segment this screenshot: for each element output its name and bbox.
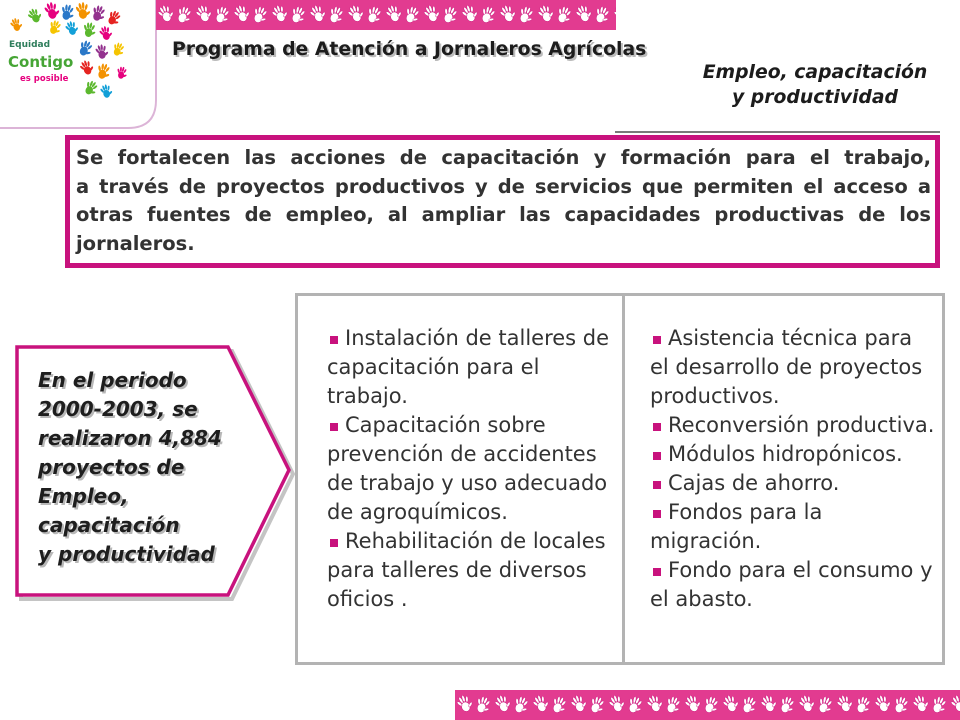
list-item-line: productivos. <box>650 384 780 408</box>
hand-print-icon <box>105 8 123 27</box>
list-item-line <box>327 324 609 353</box>
square-bullet-icon <box>653 423 661 431</box>
list-item-line: el abasto. <box>650 587 753 611</box>
hand-print-icon <box>59 3 76 21</box>
hand-print-icon <box>75 1 92 20</box>
hand-print-icon <box>94 43 110 60</box>
list-item-line <box>650 411 934 440</box>
summary-line: realizaron 4,884 <box>38 426 222 450</box>
list-item-text: Reconversión productiva. <box>668 413 935 437</box>
list-item-line: migración. <box>650 529 762 553</box>
logo <box>0 0 160 132</box>
summary-line: En el periodo <box>38 368 187 392</box>
top-hand-banner <box>156 0 616 30</box>
hand-print-icon <box>76 38 95 58</box>
list-item-line: el desarrollo de proyectos <box>650 355 923 379</box>
list-item <box>650 411 934 440</box>
top-rule <box>615 131 940 133</box>
column-divider <box>622 293 625 665</box>
summary-line: proyectos de <box>38 455 185 479</box>
list-item-line: prevención de accidentes <box>327 442 597 466</box>
logo-word-es-posible: es posible <box>20 74 69 84</box>
list-item-line <box>650 469 934 498</box>
list-item-line: para talleres de diversos <box>327 558 587 582</box>
summary-line: Empleo, <box>38 484 129 508</box>
hand-print-icon <box>43 0 62 20</box>
square-bullet-icon <box>653 452 661 460</box>
list-item-text: Instalación de talleres de <box>345 326 610 350</box>
list-item-text: Rehabilitación de locales <box>345 529 606 553</box>
list-item-line: oficios . <box>327 587 408 611</box>
list-item <box>650 498 934 556</box>
summary-line: capacitación <box>38 513 180 537</box>
list-item-text: Fondos para la <box>668 500 823 524</box>
hand-print-icon <box>111 41 127 58</box>
hand-print-pattern <box>156 0 616 30</box>
hand-print-pattern <box>455 690 960 720</box>
list-item <box>327 411 609 527</box>
hand-print-icon <box>82 21 97 38</box>
intro-line: jornaleros. <box>76 231 195 255</box>
list-item <box>327 324 609 411</box>
list-item-line: de trabajo y uso adecuado <box>327 471 608 495</box>
hand-print-icon <box>95 62 112 81</box>
list-item <box>650 469 934 498</box>
list-item-text: Capacitación sobre <box>345 413 546 437</box>
list-item-text: Asistencia técnica para <box>668 326 913 350</box>
list-item-text: Fondo para el consumo y <box>668 558 933 582</box>
intro-line: a través de proyectos productivos y de servicios que permiten el acceso a <box>76 174 931 198</box>
list-item-line: de agroquímicos. <box>327 500 508 524</box>
hand-print-icon <box>98 24 114 41</box>
hand-print-icon <box>116 66 129 80</box>
summary-line: 2000-2003, se <box>38 397 198 421</box>
list-item-text: Módulos hidropónicos. <box>668 442 903 466</box>
list-item-line: capacitación para el <box>327 355 540 379</box>
intro-box <box>65 135 940 268</box>
hand-print-icon <box>82 78 100 97</box>
right-action-list <box>650 324 934 614</box>
hand-print-icon <box>90 4 108 23</box>
section-title <box>700 60 930 110</box>
list-item-line <box>650 498 934 527</box>
intro-line: Se fortalecen las acciones de capacitación y formación para el trabajo, <box>76 146 931 169</box>
list-item <box>650 324 934 411</box>
square-bullet-icon <box>653 568 661 576</box>
list-item-line <box>327 411 609 440</box>
hand-print-icon <box>64 19 80 36</box>
square-bullet-icon <box>330 539 338 547</box>
summary-text <box>38 366 222 569</box>
summary-line: y productividad <box>38 542 215 566</box>
hand-print-icon <box>78 58 96 77</box>
bottom-hand-banner <box>455 690 960 720</box>
list-item-line: trabajo. <box>327 384 408 408</box>
intro-line: otras fuentes de empleo, al ampliar las capacidades productivas de los <box>76 203 931 226</box>
program-title: Programa de Atención a Jornaleros Agrícolas <box>172 39 647 60</box>
square-bullet-icon <box>330 423 338 431</box>
list-item-line <box>650 556 934 585</box>
list-item <box>327 527 609 614</box>
square-bullet-icon <box>653 510 661 518</box>
list-item-line <box>650 324 934 353</box>
list-item-line <box>650 440 934 469</box>
square-bullet-icon <box>330 336 338 344</box>
list-item-line <box>327 527 609 556</box>
section-title-line: Empleo, capacitación <box>702 62 928 83</box>
left-action-list <box>327 324 609 614</box>
square-bullet-icon <box>653 481 661 489</box>
list-item <box>650 556 934 614</box>
square-bullet-icon <box>653 336 661 344</box>
logo-word-equidad: Equidad <box>9 40 51 50</box>
hand-print-icon <box>99 83 114 99</box>
logo-word-contigo: Contigo <box>8 53 74 71</box>
list-item <box>650 440 934 469</box>
hand-print-icon <box>9 16 24 32</box>
hand-print-icon <box>26 6 44 25</box>
list-item-text: Cajas de ahorro. <box>668 471 840 495</box>
section-title-line: y productividad <box>732 87 898 108</box>
hand-print-icon <box>47 19 63 36</box>
